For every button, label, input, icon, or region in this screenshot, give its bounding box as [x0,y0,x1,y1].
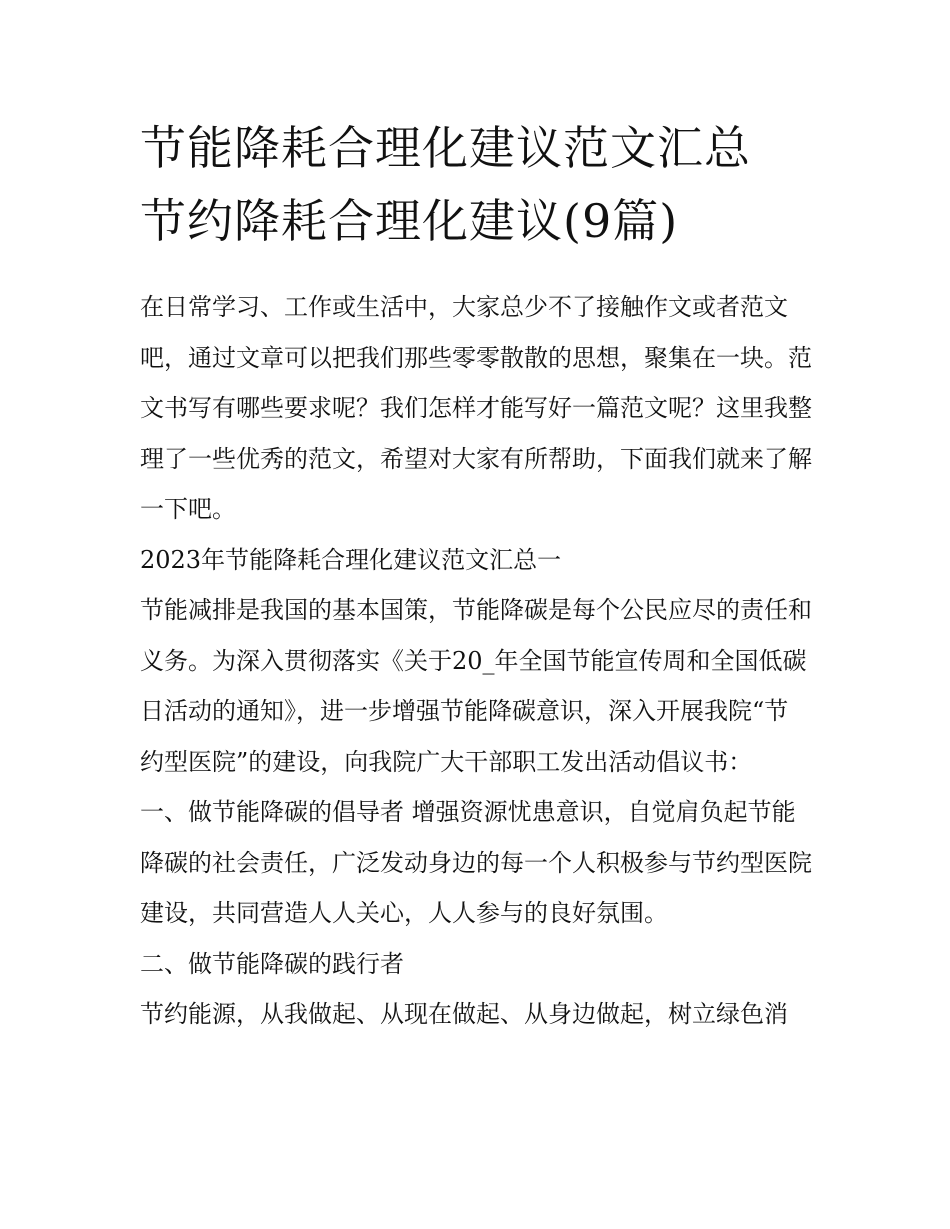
intro-paragraph: 在日常学习、工作或生活中，大家总少不了接触作文或者范文吧，通过文章可以把我们那些零零散散的思想，聚集在一块。范文书写有哪些要求呢？我们怎样才能写好一篇范文呢？这里我整理了一些优秀的范文，希望对大家有所帮助，下面我们就来了解一下吧。 [140,293,812,523]
document-body [140,282,812,1040]
body-paragraph: 节能减排是我国的基本国策，节能降碳是每个公民应尽的责任和义务。为深入贯彻落实《关于20_年全国节能宣传周和全国低碳日活动的通知》，进一步增强节能降碳意识，深入开展我院“节约型医院”的建设，向我院广大干部职工发出活动倡议书： [140,596,812,776]
title-line-2: 节约降耗合理化建议(9篇) [140,194,679,248]
body-paragraph: 一、做节能降碳的倡导者 增强资源忧患意识，自觉肩负起节能降碳的社会责任，广泛发动身边的每一个人积极参与节约型医院建设，共同营造人人关心，人人参与的良好氛围。 [140,798,812,927]
document-title [140,112,812,258]
subheading: 二、做节能降碳的践行者 [140,949,404,978]
title-line-1: 节能降耗合理化建议范文汇总 [140,121,751,175]
document-page [140,112,812,1040]
section-heading: 2023年节能降耗合理化建议范文汇总一 [140,545,562,574]
body-paragraph: 节约能源，从我做起、从现在做起、从身边做起，树立绿色消 [140,1000,788,1028]
